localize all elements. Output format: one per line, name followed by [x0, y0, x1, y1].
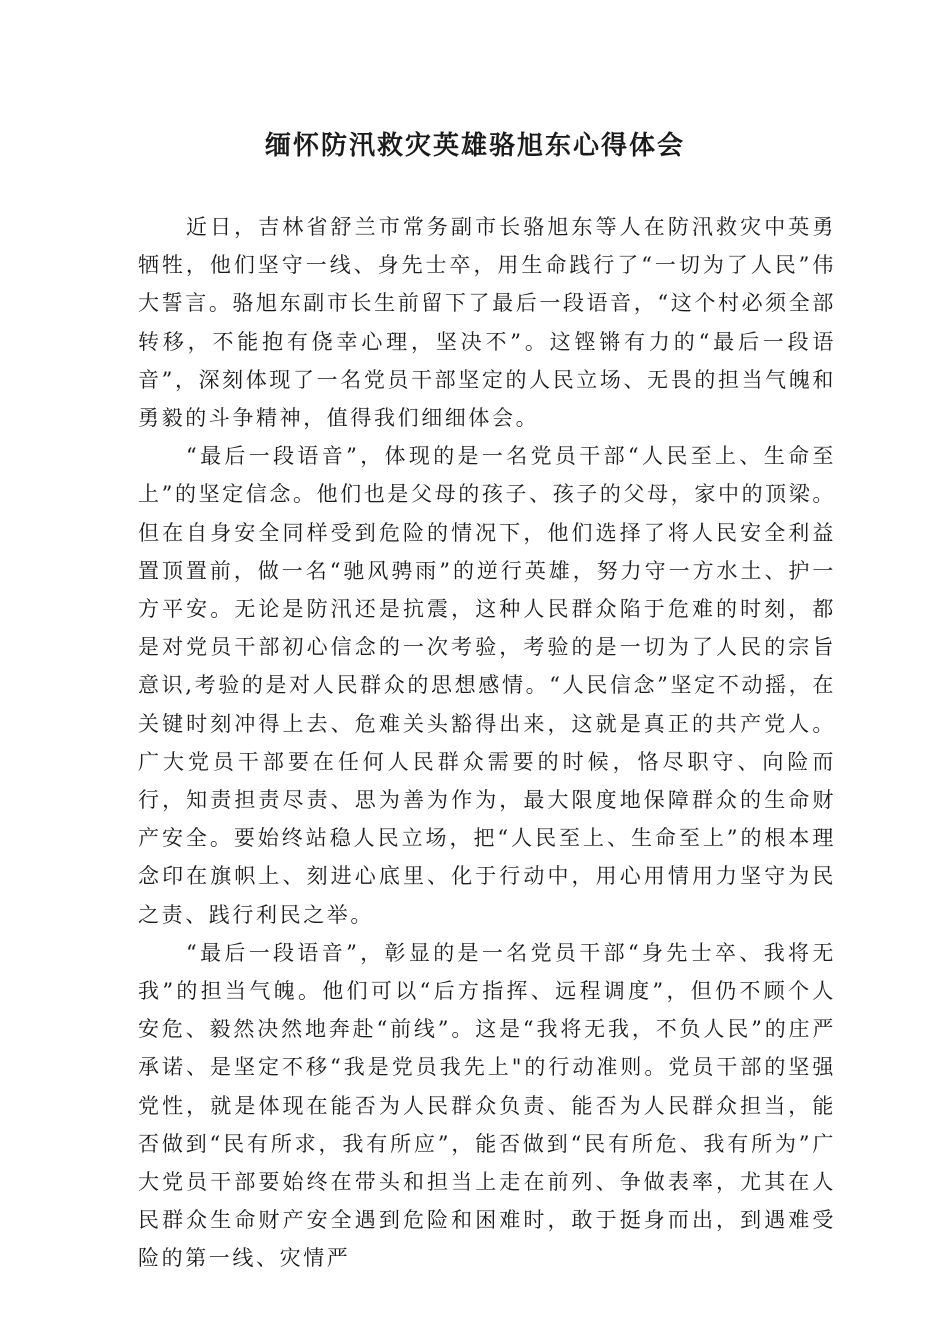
paragraph-3: “最后一段语音”，彰显的是一名党员干部“身先士卒、我将无我”的担当气魄。他们可以“后方指挥、远程调度”，但仍不顾个人安危、毅然决然地奔赴“前线”。这是“我将无我，不负人民”的庄严承诺、是坚定不移“我是党员我先上"的行动准则。党员干部的坚强党性，就是体现在能否为人民群众负责、能否为人民群众担当，能否做到“民有所求，我有所应”，能否做到“民有所危、我有所为”广大党员干部要始终在带头和担当上走在前列、争做表率，尤其在人民群众生命财产安全遇到危险和困难时，敢于挺身而出，到遇难受险的第一线、灾情严: [138, 940, 836, 1271]
document-body: [138, 208, 836, 1278]
document-title: 缅怀防汛救灾英雄骆旭东心得体会: [264, 131, 685, 161]
paragraph-2: “最后一段语音”，体现的是一名党员干部“人民至上、生命至上”的坚定信念。他们也是父母的孩子、孩子的父母，家中的顶梁。但在自身安全同样受到危险的情况下，他们选择了将人民安全利益置顶置前，做一名“驰风骋雨”的逆行英雄，努力守一方水土、护一方平安。无论是防汛还是抗震，这种人民群众陷于危难的时刻，都是对党员干部初心信念的一次考验，考验的是一切为了人民的宗旨意识,考验的是对人民群众的思想感情。“人民信念”坚定不动摇，在关键时刻冲得上去、危难关头豁得出来，这就是真正的共产党人。广大党员干部要在任何人民群众需要的时候，恪尽职守、向险而行，知责担责尽责、思为善为作为，最大限度地保障群众的生命财产安全。要始终站稳人民立场，把“人民至上、生命至上”的根本理念印在旗帜上、刻进心底里、化于行动中，用心用情用力坚守为民之责、践行利民之举。: [138, 444, 836, 927]
paragraph-1: 近日，吉林省舒兰市常务副市长骆旭东等人在防汛救灾中英勇牺牲，他们坚守一线、身先士卒，用生命践行了“一切为了人民”伟大誓言。骆旭东副市长生前留下了最后一段语音，“这个村必须全部转移，不能抱有侥幸心理，坚决不”。这铿锵有力的“最后一段语音”，深刻体现了一名党员干部坚定的人民立场、无畏的担当气魄和勇毅的斗争精神，值得我们细细体会。: [138, 215, 836, 431]
